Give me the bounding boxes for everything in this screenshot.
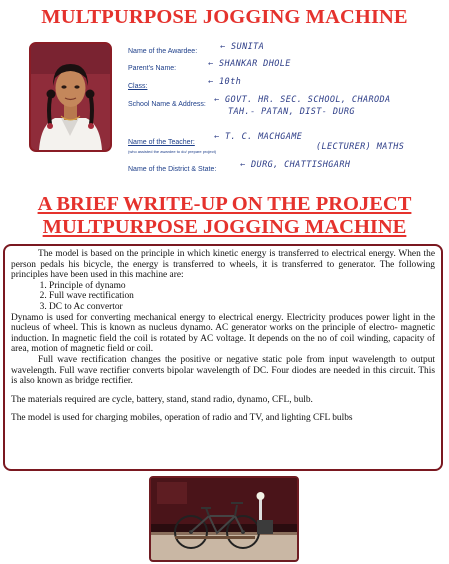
- district-value: ← DURG, CHATTISHGARH: [240, 160, 351, 170]
- class-row: [128, 77, 446, 95]
- parent-value: ← SHANKAR DHOLE: [208, 59, 291, 69]
- class-value: ← 10th: [208, 77, 242, 87]
- list-item: 2. Full wave rectification: [49, 291, 435, 302]
- principles-list: [11, 281, 435, 313]
- parent-label: Parent’s Name:: [128, 65, 177, 72]
- teacher-row: [128, 134, 446, 152]
- writeup-paragraph: The model is used for charging mobiles, operation of radio and TV, and lighting CFL bulbs: [11, 413, 353, 424]
- parent-row: [128, 59, 446, 77]
- list-item: 3. DC to Ac convertor: [49, 302, 435, 313]
- awardee-photo: [29, 42, 112, 152]
- writeup-paragraph: The materials required are cycle, battery, stand, stand radio, dynamo, CFL, bulb.: [11, 394, 313, 405]
- writeup-paragraph: Dynamo is used for converting mechanical energy to electrical energy. Electricity produces power light in the nucleus of wheel. This is known as nucleus dynamo. AC generator works on the principle of electro- magnetic induction. In magnetic field the coil is rotated by AC voltage. It depends on the no of coil winding, capacity of area, motion of magnetic field or coil.: [11, 312, 435, 355]
- writeup-paragraph: The model is based on the principle in which kinetic energy is transferred to electrical energy. When the person pedals his bicycle, the energy is transferred to wheels, it is transferred to generator. The following principles have been used in this machine are:: [11, 249, 435, 281]
- writeup-heading: A BRIEF WRITE-UP ON THE PROJECT: [37, 193, 412, 215]
- class-label: Class:: [128, 83, 148, 90]
- awardee-details: [128, 42, 446, 182]
- list-item: 1. Principle of dynamo: [49, 281, 435, 292]
- awardee-label: Name of the Awardee:: [128, 48, 198, 55]
- awardee-row: [128, 42, 446, 60]
- school-row: [128, 95, 446, 117]
- teacher-value-line-2: (LECTURER) MATHS: [316, 142, 405, 152]
- writeup-paragraph: Full wave rectification changes the positive or negative static pole from input wavelength to output wavelength. Full wave rectifier converts bipolar wavelength of DC. Four diodes are needed in this circuit. This is also known as bridge rectifier.: [11, 354, 435, 387]
- writeup-subheading: MULTPURPOSE JOGGING MACHINE: [42, 216, 407, 238]
- district-row: [128, 160, 446, 178]
- school-value-line-2: TAH.- PATAN, DIST- DURG: [228, 107, 355, 117]
- teacher-label: Name of the Teacher:: [128, 139, 195, 146]
- teacher-value: ← T. C. MACHGAME: [214, 132, 303, 142]
- school-label: School Name & Address:: [128, 101, 206, 108]
- teacher-sublabel: (who assisted the awardee to do/ prepare project): [128, 149, 217, 154]
- district-label: Name of the District & State:: [128, 166, 217, 173]
- school-value-line-1: ← GOVT. HR. SEC. SCHOOL, CHARODA: [214, 95, 391, 105]
- machine-photo: [149, 476, 299, 562]
- page-title: MULTPURPOSE JOGGING MACHINE: [41, 6, 408, 28]
- writeup-box: [3, 244, 443, 471]
- awardee-value: ← SUNITA: [220, 42, 265, 52]
